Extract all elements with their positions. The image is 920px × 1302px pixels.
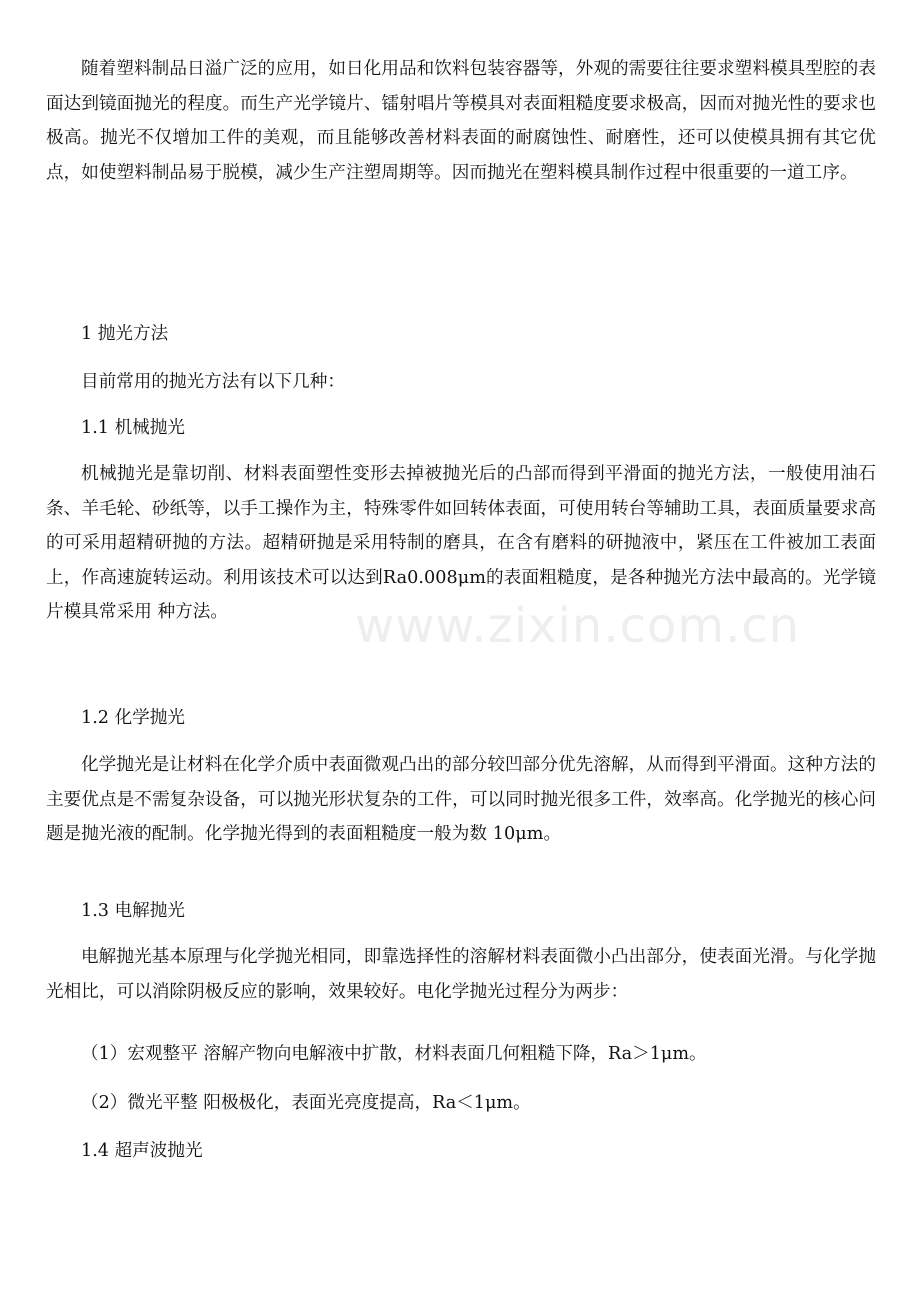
section-1-2-body: 化学抛光是让材料在化学介质中表面微观凸出的部分较凹部分优先溶解，从而得到平滑面。这种方法的主要优点是不需复杂设备，可以抛光形状复杂的工件，可以同时抛光很多工件，效率高。化学抛光的核心问题是抛光液的配制。化学抛光得到的表面粗糙度一般为数 10μm。 (46, 755, 876, 844)
intro-paragraph: 随着塑料制品日溢广泛的应用，如日化用品和饮料包装容器等，外观的需要往往要求塑料模具型腔的表面达到镜面抛光的程度。而生产光学镜片、镭射唱片等模具对表面粗糙度要求极高，因而对抛光性的要求也极高。抛光不仅增加工件的美观，而且能够改善材料表面的耐腐蚀性、耐磨性，还可以使模具拥有其它优点，如使塑料制品易于脱模，减少生产注塑周期等。因而抛光在塑料模具制作过程中很重要的一道工序。 (46, 59, 876, 183)
step-1: （1）宏观整平 溶解产物向电解液中扩散，材料表面几何粗糙下降，Ra＞1μm。 (81, 1044, 707, 1064)
section-1-2-heading: 1.2 化学抛光 (81, 708, 185, 728)
watermark: www.zixin.com.cn (355, 598, 801, 654)
section-1-1-body: 机械抛光是靠切削、材料表面塑性变形去掉被抛光后的凸部而得到平滑面的抛光方法，一般使用油石条、羊毛轮、砂纸等，以手工操作为主，特殊零件如回转体表面，可使用转台等辅助工具，表面质量要求高的可采用超精研抛的方法。超精研抛是采用特制的磨具，在含有磨料的研抛液中，紧压在工件被加工表面上，作高速旋转运动。利用该技术可以达到Ra0.008μm的表面粗糙度，是各种抛光方法中最高的。光学镜片模具常采用 种方法。 (46, 464, 876, 622)
section-1-4-heading: 1.4 超声波抛光 (81, 1141, 203, 1161)
step-2: （2）微光平整 阳极极化，表面光亮度提高，Ra＜1μm。 (81, 1093, 531, 1113)
section-1-3-heading: 1.3 电解抛光 (81, 901, 185, 921)
section-1-3-body: 电解抛光基本原理与化学抛光相同，即靠选择性的溶解材料表面微小凸出部分，使表面光滑。与化学抛光相比，可以消除阴极反应的影响，效果较好。电化学抛光过程分为两步： (46, 947, 876, 1002)
section-1-heading: 1 抛光方法 (81, 324, 169, 344)
section-1-lead: 目前常用的抛光方法有以下几种： (81, 372, 345, 392)
section-1-1-heading: 1.1 机械抛光 (81, 418, 185, 438)
